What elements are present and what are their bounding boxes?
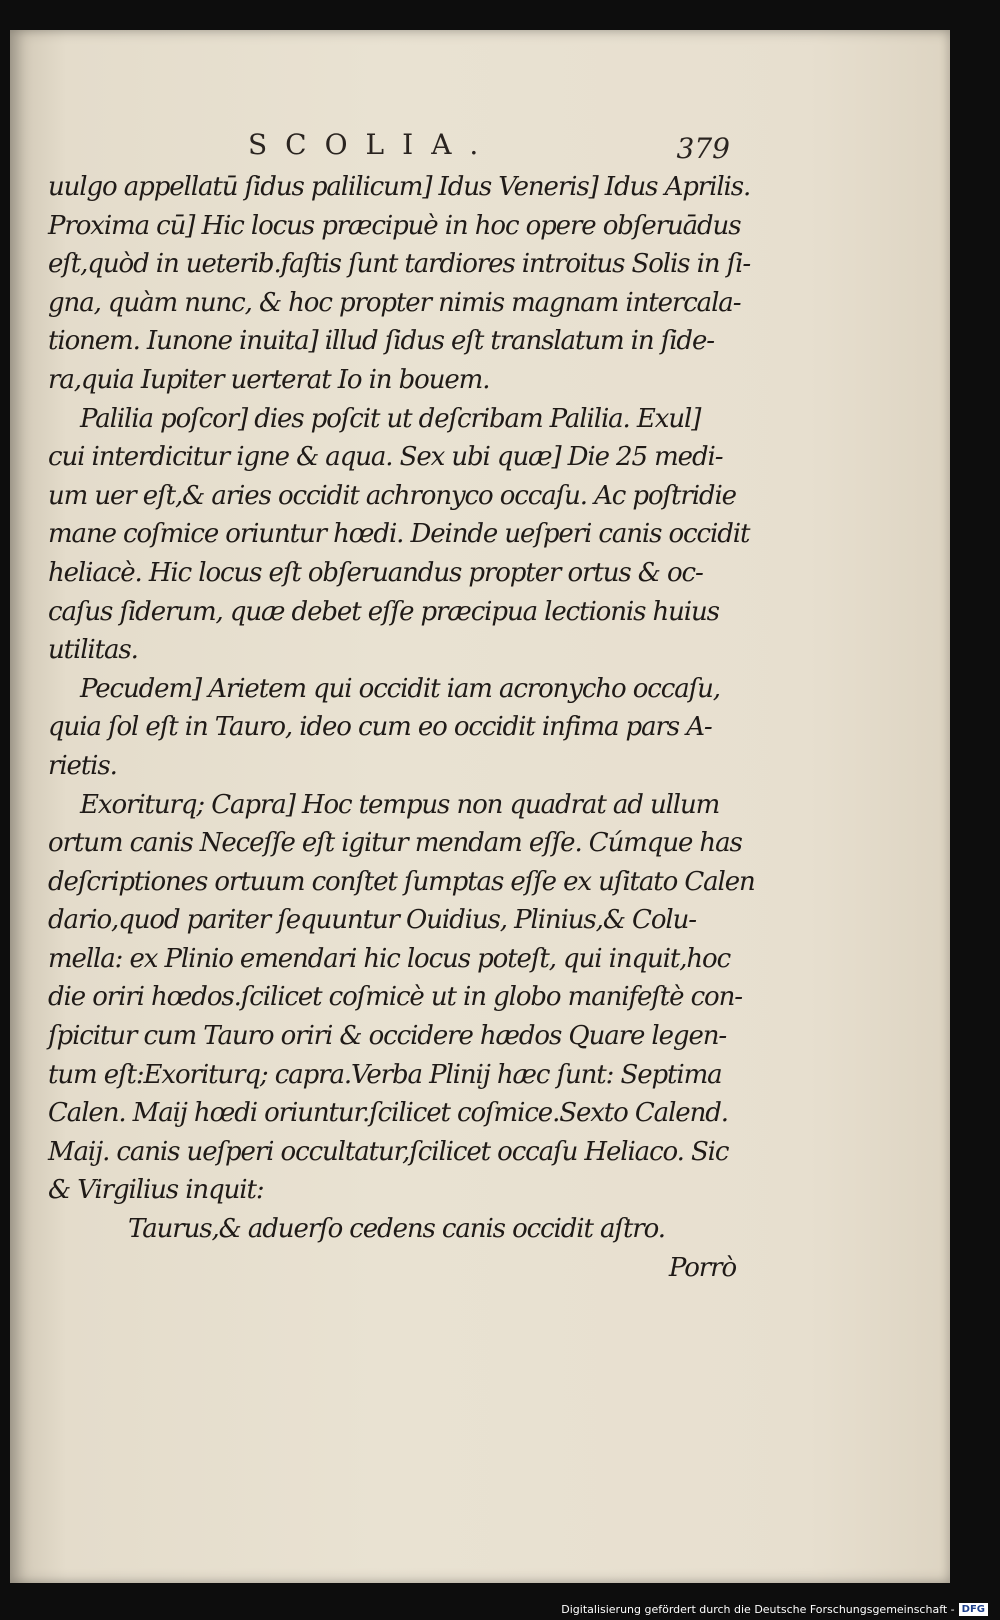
page-content	[48, 128, 755, 1287]
text-line: Palilia poſcor] dies poſcit ut deſcribam Palilia. Exul]	[80, 403, 701, 434]
dfg-logo: DFG	[959, 1603, 988, 1616]
page-number: 379	[676, 132, 730, 165]
verse-line: Taurus,& aduerſo cedens canis occidit aſtro.	[128, 1214, 665, 1245]
text-line: tum eſt:Exoriturq; capra.Verba Plinij hæc ſunt: Septima	[48, 1059, 722, 1090]
digitization-credit	[561, 1603, 988, 1616]
text-line: caſus ſiderum, quæ debet eſſe præcipua lectionis huius	[48, 596, 719, 627]
text-line: gna, quàm nunc, & hoc propter nimis magnam intercala-	[48, 287, 741, 318]
text-line: Proxima cū] Hic locus præcipuè in hoc opere obſeruādus	[48, 210, 741, 241]
text-line: ra,quia Iupiter uerterat Io in bouem.	[48, 364, 490, 395]
text-line: cui interdicitur igne & aqua. Sex ubi quæ] Die 25 medi-	[48, 442, 723, 473]
catchword: Porrò	[668, 1252, 736, 1283]
credit-text: Digitalisierung gefördert durch die Deutsche Forschungsgemeinschaft -	[561, 1603, 955, 1616]
text-line: deſcriptiones ortuum conſtet ſumptas eſſe ex uſitato Calen	[48, 866, 755, 897]
text-line: & Virgilius inquit:	[48, 1175, 264, 1206]
text-line: mane coſmice oriuntur hœdi. Deinde ueſperi canis occidit	[48, 519, 750, 550]
book-page	[10, 30, 950, 1583]
text-line: ſpicitur cum Tauro oriri & occidere hædos Quare legen-	[48, 1021, 727, 1052]
text-line: Exoriturq; Capra] Hoc tempus non quadrat ad ullum	[80, 789, 720, 820]
text-line: quia ſol eſt in Tauro, ideo cum eo occidit infima pars A-	[48, 712, 712, 743]
text-line: die oriri hœdos.ſcilicet coſmicè ut in globo manifeſtè con-	[48, 982, 742, 1013]
text-line: heliacè. Hic locus eſt obſeruandus propter ortus & oc-	[48, 557, 703, 588]
text-line: Calen. Maij hœdi oriuntur.ſcilicet coſmice.Sexto Calend.	[48, 1098, 728, 1129]
text-line: um uer eſt,& aries occidit achronyco occaſu. Ac poſtridie	[48, 480, 736, 511]
text-line: dario,quod pariter ſequuntur Ouidius, Plinius,& Colu-	[48, 905, 696, 936]
text-line: ortum canis Neceſſe eſt igitur mendam eſſe. Cúmque has	[48, 828, 742, 859]
text-line: mella: ex Plinio emendari hic locus poteſt, qui inquit,hoc	[48, 943, 731, 974]
text-line: Maij. canis ueſperi occultatur,ſcilicet occaſu Heliaco. Sic	[48, 1136, 729, 1167]
text-line: Pecudem] Arietem qui occidit iam acronycho occaſu,	[80, 673, 720, 704]
running-head: SCOLIA.	[248, 128, 497, 161]
text-line: tionem. Iunone inuita] illud ſidus eſt translatum in ſide-	[48, 326, 714, 357]
text-line: utilitas.	[48, 635, 138, 666]
text-line: uulgo appellatū ſidus palilicum] Idus Veneris] Idus Aprilis.	[48, 172, 751, 202]
text-line: eſt,quòd in ueterib.faſtis ſunt tardiores introitus Solis in ſi-	[48, 249, 751, 280]
text-line: rietis.	[48, 750, 117, 781]
page-header	[48, 128, 728, 168]
body-text	[48, 168, 755, 1287]
